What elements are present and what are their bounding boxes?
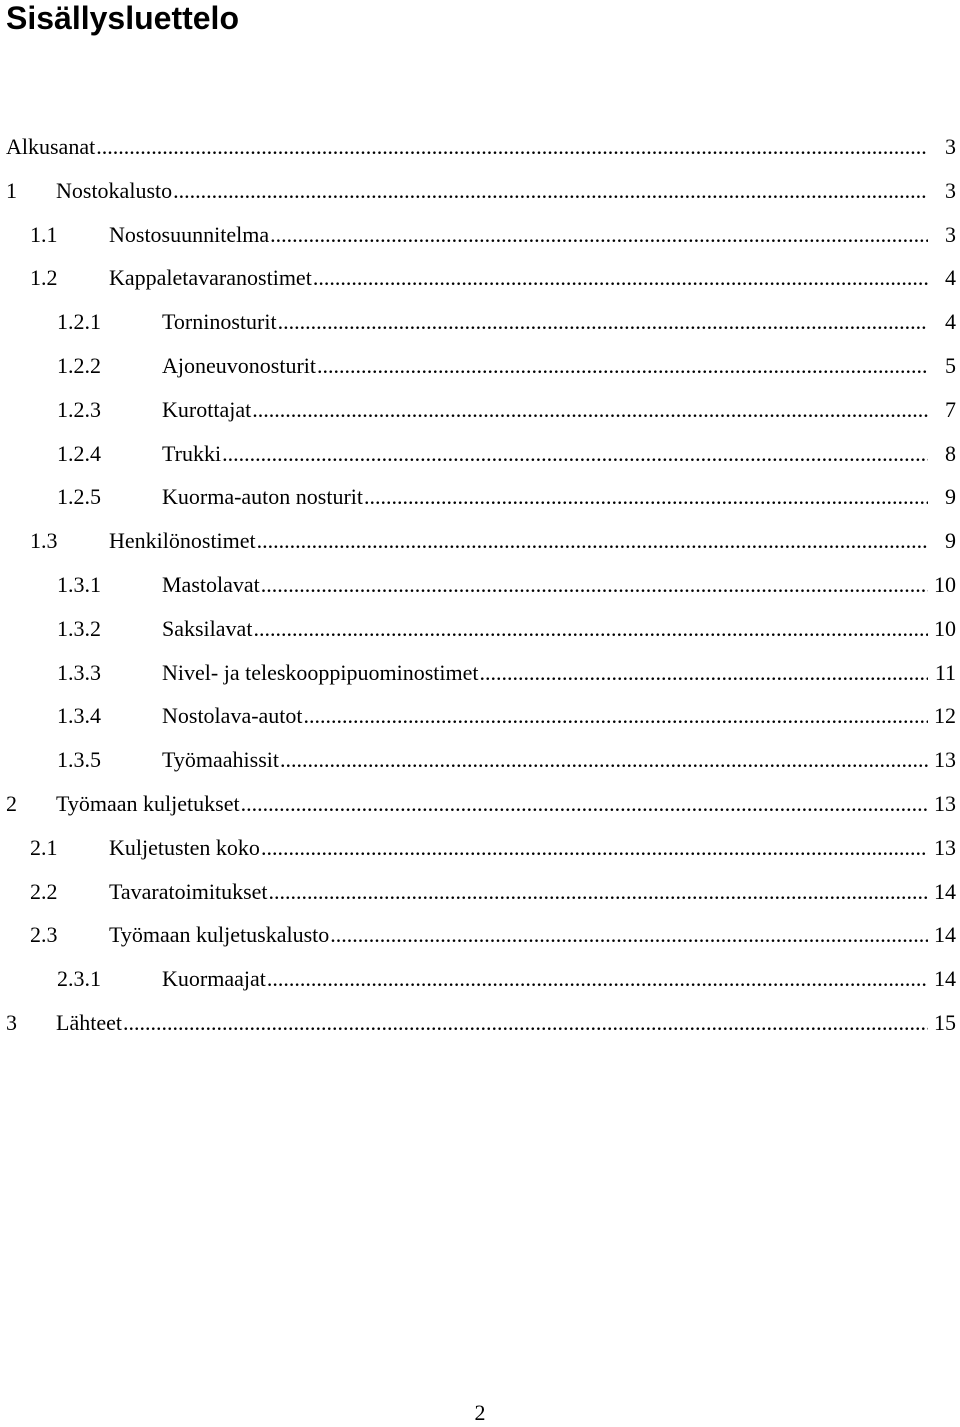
- toc-entry[interactable]: [0, 957, 960, 1001]
- toc-entry[interactable]: [0, 1001, 960, 1045]
- toc-entry[interactable]: [0, 651, 960, 695]
- toc-entry-title: Työmaahissit: [162, 747, 280, 773]
- toc-entry-title: Työmaan kuljetuskalusto: [109, 922, 330, 948]
- toc-dot-leader: [280, 738, 928, 782]
- toc-entry-number: 2: [6, 790, 17, 816]
- toc-entry-number: 1.2.3: [57, 396, 101, 422]
- toc-entry-page: 3: [945, 221, 956, 247]
- toc-entry[interactable]: [0, 607, 960, 651]
- toc-entry-title: Kuljetusten koko: [109, 834, 260, 860]
- toc-entry-number: 2.2: [30, 878, 58, 904]
- toc-dot-leader: [317, 344, 928, 388]
- toc-entry[interactable]: [0, 519, 960, 563]
- toc-entry-page: 12: [934, 703, 956, 729]
- toc-entry-number: 1.2.4: [57, 440, 101, 466]
- toc-entry-number: 1.2: [30, 265, 58, 291]
- toc-entry-page: 5: [945, 352, 956, 378]
- toc-entry-page: 15: [934, 1009, 956, 1035]
- toc-dot-leader: [241, 782, 928, 826]
- toc-entry[interactable]: [0, 388, 960, 432]
- toc-dot-leader: [261, 563, 928, 607]
- toc-entry-number: 1.2.1: [57, 309, 101, 335]
- toc-entry-title: Ajoneuvonosturit: [162, 352, 316, 378]
- toc-entry[interactable]: [0, 256, 960, 300]
- toc-entry-page: 9: [945, 484, 956, 510]
- toc-entry-title: Alkusanat: [6, 134, 96, 159]
- toc-dot-leader: [480, 651, 928, 695]
- toc-dot-leader: [253, 607, 928, 651]
- toc-entry-title: Mastolavat: [162, 571, 260, 597]
- toc-entry[interactable]: [0, 475, 960, 519]
- toc-entry-number: 1.3.2: [57, 615, 101, 641]
- toc-entry-title: Nivel- ja teleskooppipuominostimet: [162, 659, 479, 685]
- toc-entry-number: 1.1: [30, 221, 58, 247]
- toc-entry-number: 1: [6, 177, 17, 203]
- toc-dot-leader: [330, 913, 928, 957]
- page-title: Sisällysluettelo: [6, 0, 239, 36]
- toc-dot-leader: [222, 432, 928, 476]
- toc-entry[interactable]: [0, 213, 960, 257]
- toc-entry[interactable]: [0, 432, 960, 476]
- toc-dot-leader: [267, 957, 928, 1001]
- toc-dot-leader: [278, 300, 928, 344]
- toc-dot-leader: [270, 213, 928, 257]
- toc-dot-leader: [123, 1001, 928, 1045]
- toc-dot-leader: [96, 125, 928, 169]
- toc-entry-title: Kuormaajat: [162, 966, 266, 992]
- toc-entry[interactable]: [0, 782, 960, 826]
- toc-entry[interactable]: [0, 125, 960, 169]
- toc-entry-page: 8: [945, 440, 956, 466]
- toc-entry-page: 3: [945, 177, 956, 203]
- toc-entry-title: Lähteet: [56, 1009, 122, 1035]
- toc-entry-title: Henkilönostimet: [109, 528, 256, 554]
- toc-entry-title: Kuorma-auton nosturit: [162, 484, 364, 510]
- toc-entry-number: 1.2.5: [57, 484, 101, 510]
- toc-entry-page: 4: [945, 309, 956, 335]
- toc-entry-number: 1.3.4: [57, 703, 101, 729]
- toc-dot-leader: [257, 519, 928, 563]
- toc-dot-leader: [252, 388, 928, 432]
- toc-entry-title: Trukki: [162, 440, 222, 466]
- toc-dot-leader: [304, 694, 928, 738]
- toc-dot-leader: [269, 870, 928, 914]
- toc-entry-number: 2.3: [30, 922, 58, 948]
- toc-entry-page: 14: [934, 966, 956, 992]
- toc-dot-leader: [261, 826, 928, 870]
- toc-entry-title: Saksilavat: [162, 615, 253, 641]
- toc-entry[interactable]: [0, 870, 960, 914]
- toc-entry-page: 7: [945, 396, 956, 422]
- toc-entry[interactable]: [0, 344, 960, 388]
- toc-entry[interactable]: [0, 913, 960, 957]
- toc-entry-title: Tavaratoimitukset: [109, 878, 268, 904]
- toc-entry-title: Nostolava-autot: [162, 703, 303, 729]
- toc-entry-number: 1.2.2: [57, 352, 101, 378]
- toc-entry-page: 10: [934, 615, 956, 641]
- toc-entry-page: 10: [934, 571, 956, 597]
- toc-entry-number: 1.3.1: [57, 571, 101, 597]
- toc-entry-title: Nostosuunnitelma: [109, 221, 270, 247]
- toc-entry-page: 13: [934, 747, 956, 773]
- toc-entry-number: 2.1: [30, 834, 58, 860]
- page-number: 2: [474, 1400, 486, 1425]
- toc-entry-page: 13: [934, 834, 956, 860]
- toc-entry[interactable]: [0, 169, 960, 213]
- toc-entry[interactable]: [0, 300, 960, 344]
- toc-entry[interactable]: [0, 563, 960, 607]
- toc-entry-page: 3: [945, 134, 956, 159]
- toc-entry-page: 13: [934, 790, 956, 816]
- toc-entry-number: 3: [6, 1009, 17, 1035]
- toc-entry-number: 2.3.1: [57, 966, 101, 992]
- toc-entry-number: 1.3.3: [57, 659, 101, 685]
- toc-entry-title: Kappaletavaranostimet: [109, 265, 312, 291]
- toc-entry-title: Työmaan kuljetukset: [56, 790, 240, 816]
- toc-entry-number: 1.3: [30, 528, 58, 554]
- toc-entry-page: 9: [945, 528, 956, 554]
- toc-entry[interactable]: [0, 738, 960, 782]
- toc-entry[interactable]: [0, 694, 960, 738]
- toc-dot-leader: [364, 475, 928, 519]
- toc-entry[interactable]: [0, 826, 960, 870]
- toc-entry-page: 14: [934, 878, 956, 904]
- toc-dot-leader: [173, 169, 928, 213]
- toc-entry-page: 11: [934, 659, 956, 685]
- toc-entry-title: Nostokalusto: [56, 177, 173, 203]
- toc-entry-page: 14: [934, 922, 956, 948]
- table-of-contents: [0, 125, 960, 1045]
- toc-dot-leader: [313, 256, 928, 300]
- toc-entry-title: Torninosturit: [162, 309, 277, 335]
- toc-entry-title: Kurottajat: [162, 396, 252, 422]
- toc-entry-page: 4: [945, 265, 956, 291]
- toc-entry-number: 1.3.5: [57, 747, 101, 773]
